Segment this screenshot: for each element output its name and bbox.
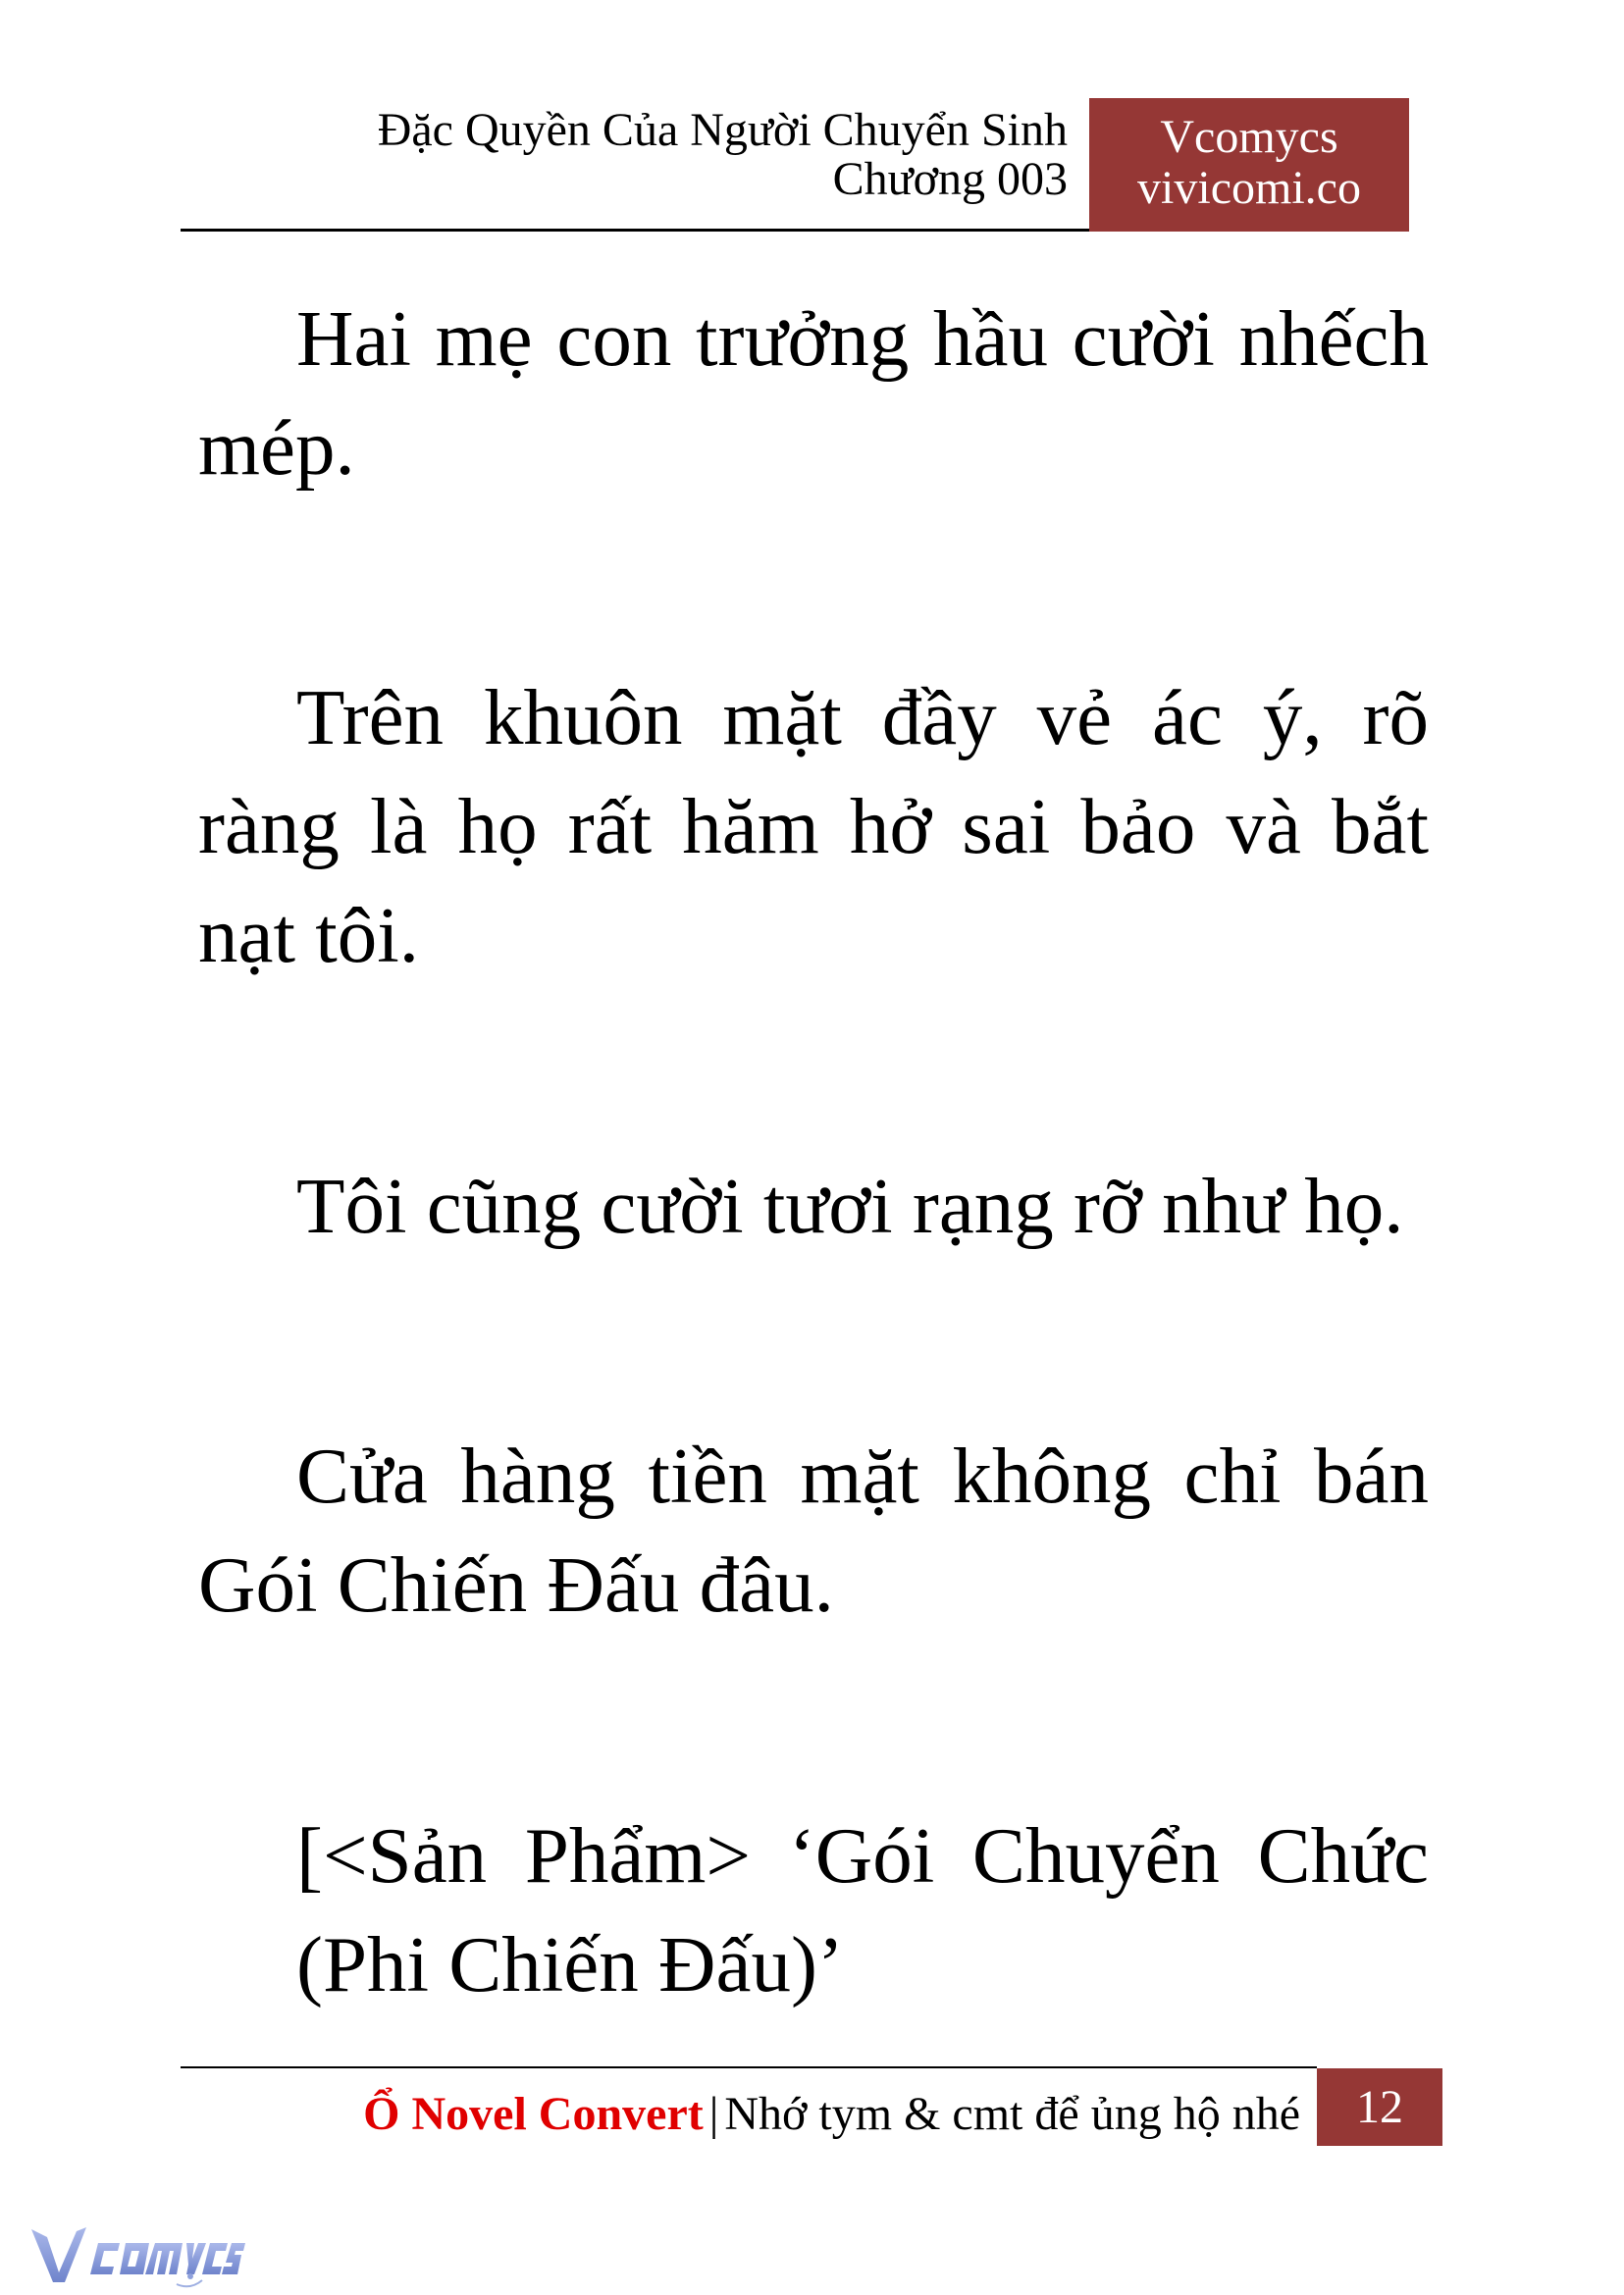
vcomycs-logo-icon	[29, 2216, 245, 2289]
header-title-block	[378, 106, 1068, 204]
paragraph-1: Hai mẹ con trưởng hầu cười nhếch mép.	[198, 294, 1429, 492]
paragraph-2: Trên khuôn mặt đầy vẻ ác ý, rõ ràng là họ rất hăm hở sai bảo và bắt nạt tôi.	[198, 673, 1429, 979]
paragraph-4: Cửa hàng tiền mặt không chỉ bán Gói Chiến Đấu đâu.	[198, 1432, 1429, 1629]
brand-site: vivicomi.co	[1137, 162, 1361, 214]
footer-divider	[181, 2066, 1317, 2068]
page-header	[0, 0, 1624, 235]
paragraph-3: Tôi cũng cười tươi rạng rỡ như họ.	[296, 1162, 1404, 1250]
footer-separator: |	[708, 2088, 719, 2140]
book-title: Đặc Quyền Của Người Chuyển Sinh	[377, 104, 1068, 156]
brand-box	[1089, 98, 1409, 232]
brand-name: Vcomycs	[1160, 111, 1338, 163]
page-footer	[0, 2060, 1624, 2159]
footer-text	[363, 2087, 1300, 2142]
page-number: 12	[1317, 2068, 1442, 2146]
footer-message: Nhớ tym & cmt để ủng hộ nhé	[724, 2088, 1300, 2140]
header-divider	[181, 229, 1089, 232]
paragraph-5: [<Sản Phẩm> ‘Gói Chuyển Chức (Phi Chiến Đấu)’	[296, 1811, 1429, 2008]
chapter-label: Chương 003	[832, 153, 1068, 205]
footer-brand: Ổ Novel Convert	[363, 2088, 704, 2140]
